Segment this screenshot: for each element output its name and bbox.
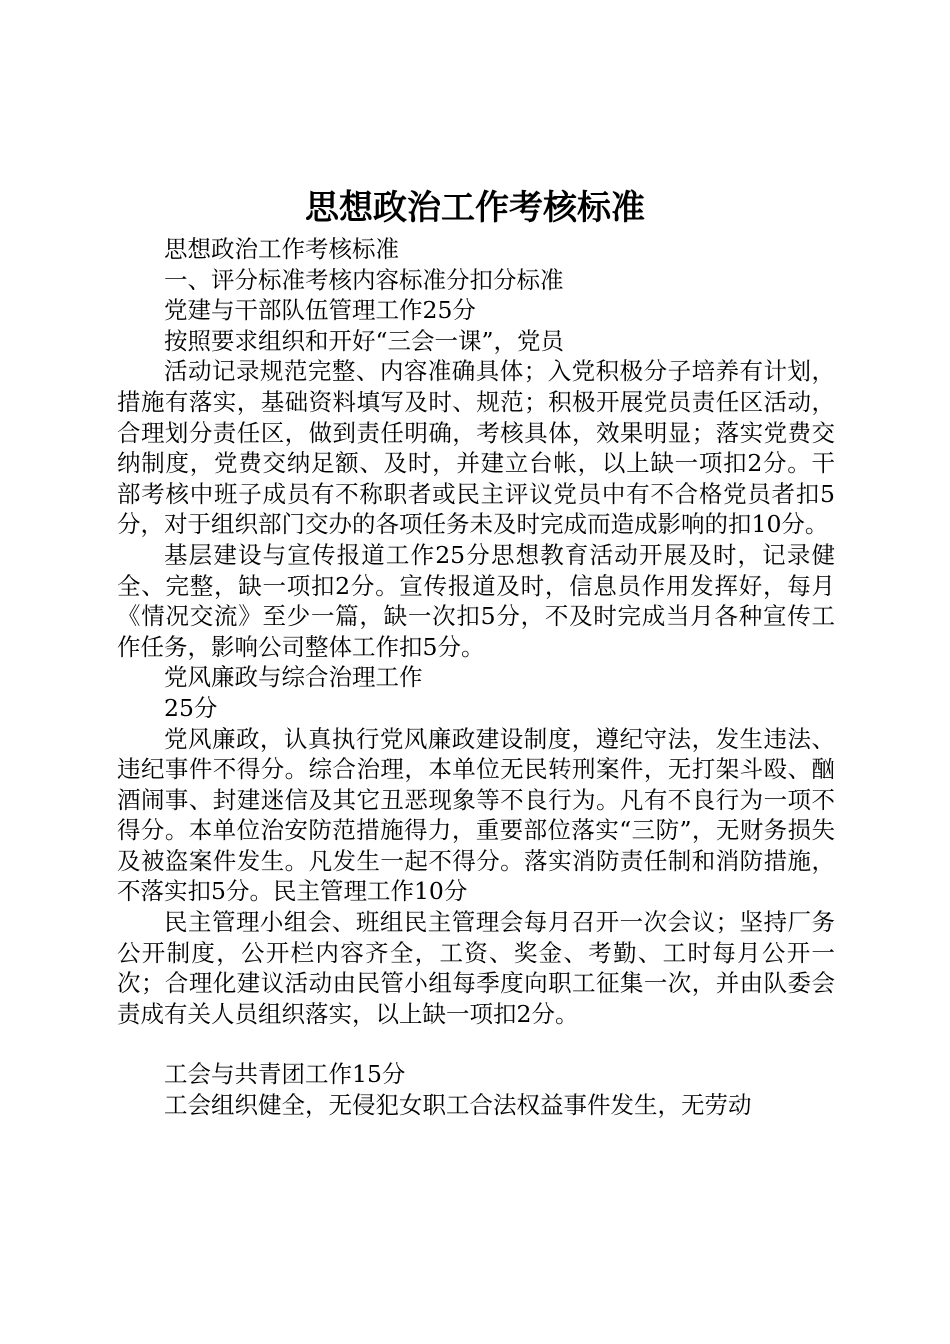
paragraph-subtitle: 思想政治工作考核标准 xyxy=(164,235,399,263)
paragraph-union-heading: 工会与共青团工作15分 xyxy=(164,1060,406,1089)
paragraph-scoring-standard: 一、评分标准考核内容标准分扣分标准 xyxy=(164,265,564,294)
paragraph-spacer xyxy=(117,1029,835,1059)
paragraph-three-meetings: 按照要求组织和开好“三会一课”，党员 xyxy=(164,326,565,355)
paragraph-activity-records: 活动记录规范完整、内容准确具体；入党积极分子培养有计划，措施有落实，基础资料填写及时、规范；积极开展党员责任区活动，合理划分责任区，做到责任明确，考核具体，效果明显；落实党费交纳制度，党费交纳足额、及时，并建立台帐，以上缺一项扣2分。干部考核中班子成员有不称职者或民主评议党员中有不合格党员者扣5分，对于组织部门交办的各项任务未及时完成而造成影响的扣10分。 xyxy=(117,357,835,539)
paragraph-democratic-management: 民主管理小组会、班组民主管理会每月召开一次会议；坚持厂务公开制度，公开栏内容齐全，工资、奖金、考勤、工时每月公开一次；合理化建议活动由民管小组每季度向职工征集一次，并由队委会责成有关人员组织落实，以上缺一项扣2分。 xyxy=(117,908,835,1028)
paragraph-integrity-score: 25分 xyxy=(164,693,218,722)
paragraph-grassroots-publicity: 基层建设与宣传报道工作25分思想教育活动开展及时，记录健全、完整，缺一项扣2分。宣传报道及时，信息员作用发挥好，每月《情况交流》至少一篇，缺一次扣5分，不及时完成当月各种宣传工作任务，影响公司整体工作扣5分。 xyxy=(117,540,835,661)
paragraph-party-building-heading: 党建与干部队伍管理工作25分 xyxy=(164,296,476,325)
document-body xyxy=(117,234,835,1121)
document-title: 思想政治工作考核标准 xyxy=(305,188,645,228)
paragraph-integrity-heading: 党风廉政与综合治理工作 xyxy=(164,663,423,692)
paragraph-integrity-details: 党风廉政，认真执行党风廉政建设制度，遵纪守法，发生违法、违纪事件不得分。综合治理，本单位无民转刑案件，无打架斗殴、酗酒闹事、封建迷信及其它丑恶现象等不良行为。凡有不良行为一项不得分。本单位治安防范措施得力，重要部位落实“三防”，无财务损失及被盗案件发生。凡发生一起不得分。落实消防责任制和消防措施，不落实扣5分。民主管理工作10分 xyxy=(117,724,835,906)
paragraph-union-details: 工会组织健全，无侵犯女职工合法权益事件发生，无劳动 xyxy=(164,1091,752,1120)
